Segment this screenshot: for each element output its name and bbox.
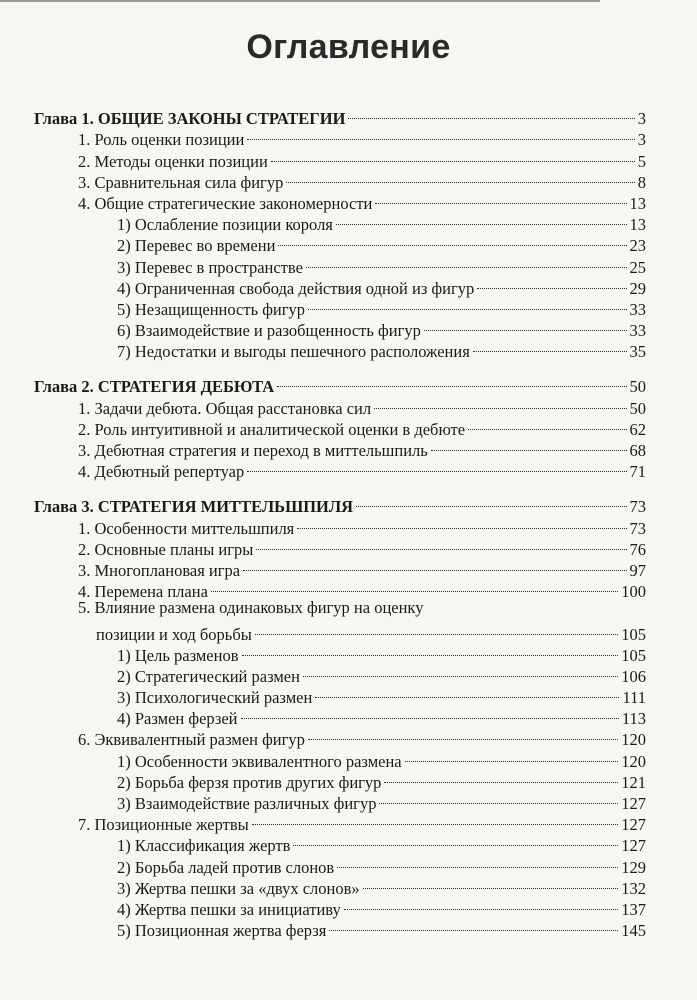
dot-leader (379, 788, 618, 809)
toc-label: 1) Цель разменов (117, 645, 239, 665)
toc-label: 7. Позиционные жертвы (78, 815, 249, 835)
toc-label: 1. Задачи дебюта. Общая расстановка сил (78, 398, 372, 418)
toc-page-number: 127 (621, 836, 646, 856)
toc-page-number: 35 (629, 342, 646, 362)
toc-label: 1. Особенности миттельшпиля (78, 518, 295, 538)
toc-page-number: 132 (621, 878, 646, 898)
toc-label: Глава 1. ОБЩИЕ ЗАКОНЫ СТРАТЕГИИ (34, 109, 346, 129)
dot-leader (211, 576, 618, 597)
toc-page-number: 76 (629, 539, 646, 559)
toc-label: Глава 2. СТРАТЕГИЯ ДЕБЮТА (34, 377, 275, 397)
toc-label: 2. Методы оценки позиции (78, 151, 268, 171)
dot-leader (308, 294, 626, 315)
toc-page-number: 105 (621, 645, 646, 665)
toc-page-number: 71 (629, 462, 646, 482)
toc-label: 3) Психологический размен (117, 688, 313, 708)
toc-label: 1) Ослабление позиции короля (117, 215, 333, 235)
toc-chapter-2[interactable] (34, 371, 646, 397)
toc-page-number: 129 (621, 857, 646, 877)
toc-label: 5. Влияние размена одинаковых фигур на оценку (78, 598, 424, 618)
dot-leader (243, 555, 626, 576)
toc-page-number: 137 (621, 899, 646, 919)
top-rule (0, 0, 600, 2)
dot-leader (297, 512, 626, 533)
toc-page-number: 100 (621, 582, 646, 602)
toc-entry[interactable] (34, 597, 646, 618)
toc-label: 6) Взаимодействие и разобщенность фигур (117, 321, 421, 341)
toc-page-number: 121 (621, 772, 646, 792)
toc-label: 2) Борьба ферзя против других фигур (117, 772, 382, 792)
toc-label: Глава 3. СТРАТЕГИЯ МИТТЕЛЬШПИЛЯ (34, 497, 354, 517)
toc-label: 2) Перевес во времени (117, 236, 276, 256)
dot-leader (375, 188, 626, 209)
dot-leader (348, 103, 634, 124)
dot-leader (473, 336, 627, 357)
toc-label: позиции и ход борьбы (96, 624, 252, 644)
dot-leader (286, 167, 634, 188)
toc-page-number: 106 (621, 666, 646, 686)
toc-page-number: 127 (621, 815, 646, 835)
toc-label: 6. Эквивалентный размен фигур (78, 730, 305, 750)
toc-page-number: 145 (621, 921, 646, 941)
toc-label: 4) Размен ферзей (117, 709, 238, 729)
dot-leader (241, 703, 619, 724)
dot-leader (424, 315, 627, 336)
dot-leader (431, 435, 627, 456)
toc-page-number: 127 (621, 794, 646, 813)
toc-label: 3) Взаимодействие различных фигур (117, 794, 377, 813)
toc-page-number: 23 (629, 236, 646, 256)
dot-leader (247, 124, 634, 145)
toc-page-number: 120 (621, 730, 646, 750)
toc-page-number: 13 (629, 193, 646, 213)
toc-label: 1) Классификация жертв (117, 836, 291, 856)
dot-leader (303, 661, 618, 682)
dot-leader (329, 915, 618, 936)
toc-page-number: 68 (629, 441, 646, 460)
toc-label: 2) Борьба ладей против слонов (117, 857, 335, 877)
toc-page-number: 33 (629, 321, 646, 341)
page-title: Оглавление (246, 28, 451, 66)
toc-label: 3. Сравнительная сила фигур (78, 172, 284, 192)
dot-leader (363, 873, 619, 894)
toc-page-number: 62 (629, 419, 646, 439)
toc-label: 4. Общие стратегические закономерности (78, 193, 373, 213)
toc-page-number: 120 (621, 751, 646, 771)
toc-label: 2. Роль интуитивной и аналитической оценки в дебюте (78, 419, 466, 439)
dot-leader (374, 392, 626, 413)
toc-label: 4) Жертва пешки за инициативу (117, 899, 341, 919)
toc-page-number: 50 (629, 398, 646, 418)
toc-label: 3. Дебютная стратегия и переход в миттельшпиль (78, 441, 428, 460)
toc-label: 2) Стратегический размен (117, 666, 300, 686)
toc-page-number: 8 (637, 172, 646, 192)
toc-label: 4. Перемена плана (78, 582, 208, 602)
toc-label: 4. Дебютный репертуар (78, 462, 245, 482)
toc-label: 3. Многоплановая игра (78, 560, 241, 580)
table-of-contents (34, 103, 646, 941)
dot-leader (256, 534, 626, 555)
toc-chapter-3[interactable] (34, 491, 646, 517)
toc-page-number: 3 (637, 130, 646, 150)
toc-page-number: 97 (629, 560, 646, 580)
dot-leader (271, 145, 635, 166)
toc-page-number: 73 (629, 518, 646, 538)
toc-page-number: 111 (622, 688, 646, 708)
dot-leader (247, 456, 626, 477)
toc-page-number: 5 (637, 151, 646, 171)
toc-label: 3) Жертва пешки за «двух слонов» (117, 878, 360, 898)
dot-leader (344, 894, 618, 915)
toc-label: 1. Роль оценки позиции (78, 130, 245, 150)
toc-page-number: 3 (637, 109, 646, 129)
dot-leader (477, 273, 626, 294)
dot-leader (336, 209, 627, 230)
toc-label: 2. Основные планы игры (78, 539, 254, 559)
dot-leader (255, 618, 618, 639)
dot-leader (278, 230, 626, 251)
toc-page-number: 25 (629, 257, 646, 277)
dot-leader (315, 682, 619, 703)
toc-page-number: 33 (629, 299, 646, 319)
toc-chapter-1[interactable] (34, 103, 646, 129)
toc-label: 7) Недостатки и выгоды пешечного расположения (117, 342, 470, 362)
dot-leader (277, 371, 626, 392)
toc-page-number: 113 (621, 709, 646, 729)
toc-label: 4) Ограниченная свобода действия одной из фигур (117, 278, 475, 298)
dot-leader (337, 851, 618, 872)
toc-page-number: 50 (629, 377, 646, 397)
toc-page-number: 105 (621, 624, 646, 644)
toc-entry-continuation[interactable] (34, 618, 646, 644)
toc-page-number: 29 (629, 278, 646, 298)
toc-label: 3) Перевес в пространстве (117, 257, 303, 277)
toc-page-number: 13 (629, 215, 646, 235)
toc-label: 1) Особенности эквивалентного размена (117, 751, 402, 771)
dot-leader (308, 724, 618, 745)
dot-leader (384, 767, 618, 788)
toc-label: 5) Позиционная жертва ферзя (117, 921, 327, 941)
toc-label: 5) Незащищенность фигур (117, 299, 306, 319)
dot-leader (252, 809, 619, 830)
dot-leader (306, 251, 627, 272)
dot-leader (242, 640, 619, 661)
dot-leader (468, 414, 626, 435)
dot-leader (293, 830, 618, 851)
dot-leader (405, 745, 619, 766)
dot-leader (356, 491, 626, 512)
toc-page-number: 73 (629, 497, 646, 517)
